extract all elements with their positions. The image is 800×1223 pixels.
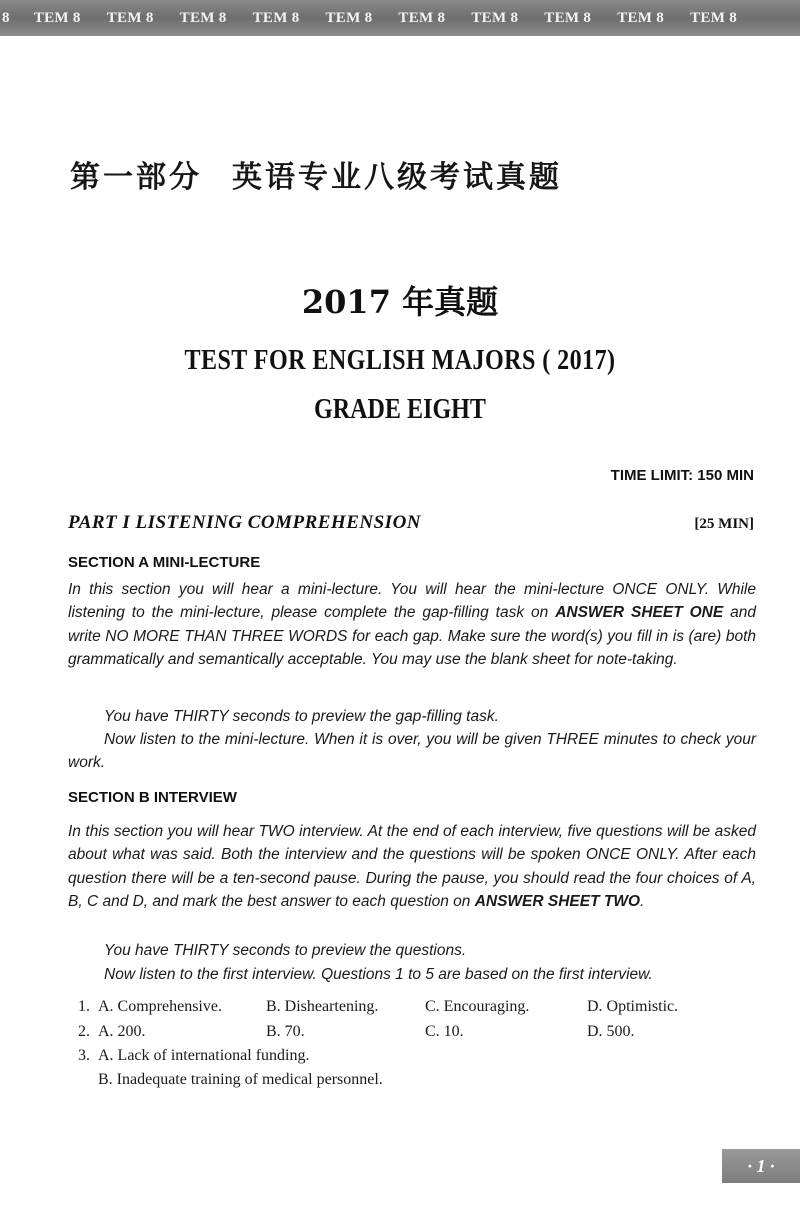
band-item: TEM 8 [325,9,373,26]
question-number: 3. [78,1047,90,1064]
section-a-heading: SECTION A MINI-LECTURE [68,554,261,571]
time-limit: TIME LIMIT: 150 MIN [610,467,754,484]
band-lead-text: 8 [2,9,10,26]
answer-sheet-one: ANSWER SHEET ONE [555,604,724,622]
chapter-heading [70,152,562,196]
section-b-preview: You have THIRTY seconds to preview the questions. [104,942,467,959]
option-b: B. Inadequate training of medical personnel. [98,1071,383,1088]
part-title: PART I LISTENING COMPREHENSION [68,512,422,533]
option-b: B. Disheartening. [266,998,379,1015]
page-number: · 1 · [722,1149,800,1183]
part-time: [25 MIN] [694,516,754,532]
section-a-intro-2: and write NO MORE THAN THREE WORDS for each gap. Make sure the word(s) you fill in is (are) both grammatically and semantically acceptable. You may use the blank sheet for note-taking. [68,604,756,669]
option-a: A. 200. [98,1023,146,1040]
band-item: TEM 8 [106,9,154,26]
option-d: D. 500. [587,1023,635,1040]
answer-sheet-two: ANSWER SHEET TWO [474,893,641,911]
section-a-listen: Now listen to the mini-lecture. When it is over, you will be given THREE minutes to check your work. [68,731,756,772]
band-item: TEM 8 [617,9,665,26]
page-title-year: 2017 年真题 [301,283,499,321]
section-b-listen: Now listen to the first interview. Questions 1 to 5 are based on the first interview. [104,966,653,983]
section-a-preview: You have THIRTY seconds to preview the gap-filling task. [104,708,499,725]
band-item: TEM 8 [690,9,738,26]
section-a-instructions [68,578,756,672]
page-title-test: TEST FOR ENGLISH MAJORS ( 2017) [184,345,616,376]
band-item: TEM 8 [252,9,300,26]
option-c: C. 10. [425,1023,464,1040]
section-b-instructions [68,820,756,914]
option-c: C. Encouraging. [425,998,530,1015]
option-a: A. Lack of international funding. [98,1047,310,1064]
band-item: TEM 8 [33,9,81,26]
part-heading [68,512,754,534]
question-number: 1. [78,998,90,1015]
band-item: TEM 8 [471,9,519,26]
section-b-heading: SECTION B INTERVIEW [68,789,237,806]
chapter-part: 第一部分 [70,160,202,195]
option-a: A. Comprehensive. [98,998,222,1015]
section-a-intro-1: In this section you will hear a mini-lecture. You will hear the mini-lecture ONCE ONLY. While listening to the mini-lecture, please complete the gap-filling task on [68,581,756,622]
page-title-grade: GRADE EIGHT [314,394,486,425]
section-b-intro-2: . [640,893,645,911]
option-d: D. Optimistic. [587,998,679,1015]
band-item: TEM 8 [179,9,227,26]
band-item: TEM 8 [544,9,592,26]
band-item: TEM 8 [398,9,446,26]
question-number: 2. [78,1023,90,1040]
section-b-intro-1: In this section you will hear TWO interview. At the end of each interview, five questions will be asked about what was said. Both the interview and the questions will be spoken ONCE ONLY. After each question there will be a ten-second pause. During the pause, you should read the four choices of A, B, C and D, and mark the best answer to each question on [68,823,756,911]
option-b: B. 70. [266,1023,305,1040]
chapter-name: 英语专业八级考试真题 [232,160,562,195]
header-band [0,0,800,36]
